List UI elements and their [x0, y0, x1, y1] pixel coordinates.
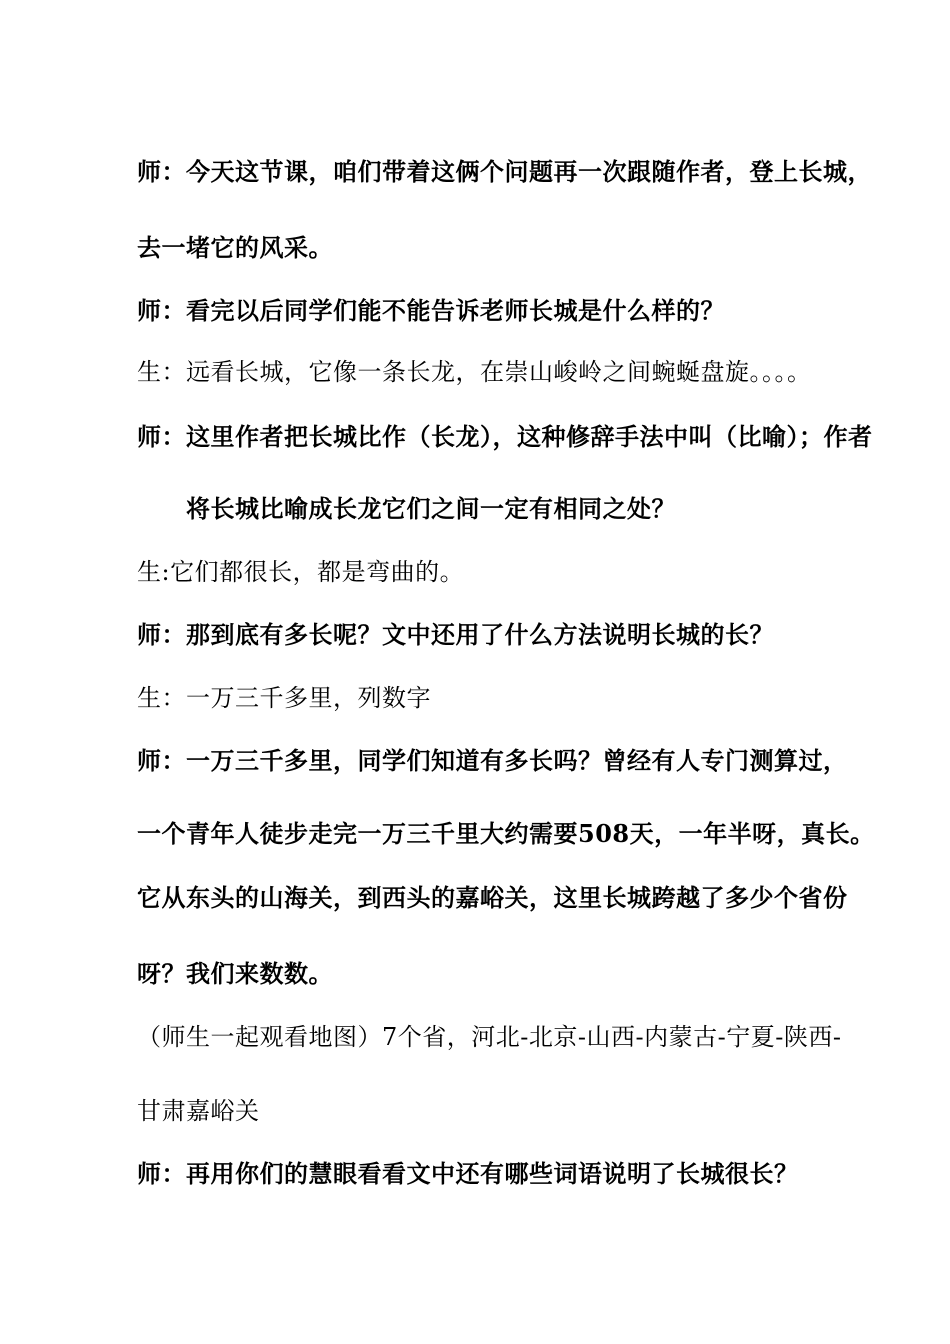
teacher-line-4: 师：那到底有多长呢？文中还用了什么方法说明长城的长？: [137, 620, 774, 649]
teacher-line-6: 师：再用你们的慧眼看看文中还有哪些词语说明了长城很长？: [137, 1159, 799, 1188]
teacher-line-5-cont-1: 一个青年人徒步走完一万三千里大约需要508天，一年半呀，真长。: [137, 819, 875, 848]
teacher-line-3: 师：这里作者把长城比作（长龙），这种修辞手法中叫（比喻）；作者: [137, 422, 873, 451]
student-line-2: 生:它们都很长，都是弯曲的。: [137, 558, 465, 586]
teacher-line-5-cont-2: 它从东头的山海关，到西头的嘉峪关，这里长城跨越了多少个省份: [137, 883, 848, 912]
map-activity-line-cont: 甘肃嘉峪关: [137, 1097, 260, 1125]
teacher-line-5: 师：一万三千多里，同学们知道有多长吗？曾经有人专门测算过，: [137, 746, 848, 775]
teacher-line-2: 师：看完以后同学们能不能告诉老师长城是什么样的？: [137, 296, 725, 325]
student-line-1: 生：远看长城，它像一条长龙，在崇山峻岭之间蜿蜒盘旋。。。。: [137, 358, 812, 386]
teacher-line-1: 师：今天这节课，咱们带着这俩个问题再一次跟随作者，登上长城，: [137, 157, 872, 186]
student-line-3: 生：一万三千多里，列数字: [137, 684, 431, 712]
teacher-line-5-cont-3: 呀？我们来数数。: [137, 959, 333, 988]
teacher-line-3-cont: 将长城比喻成长龙它们之间一定有相同之处？: [186, 494, 676, 523]
teacher-line-1-cont: 去一堵它的风采。: [137, 233, 333, 262]
map-activity-line: （师生一起观看地图）7个省，河北-北京-山西-内蒙古-宁夏-陕西-: [137, 1023, 842, 1051]
